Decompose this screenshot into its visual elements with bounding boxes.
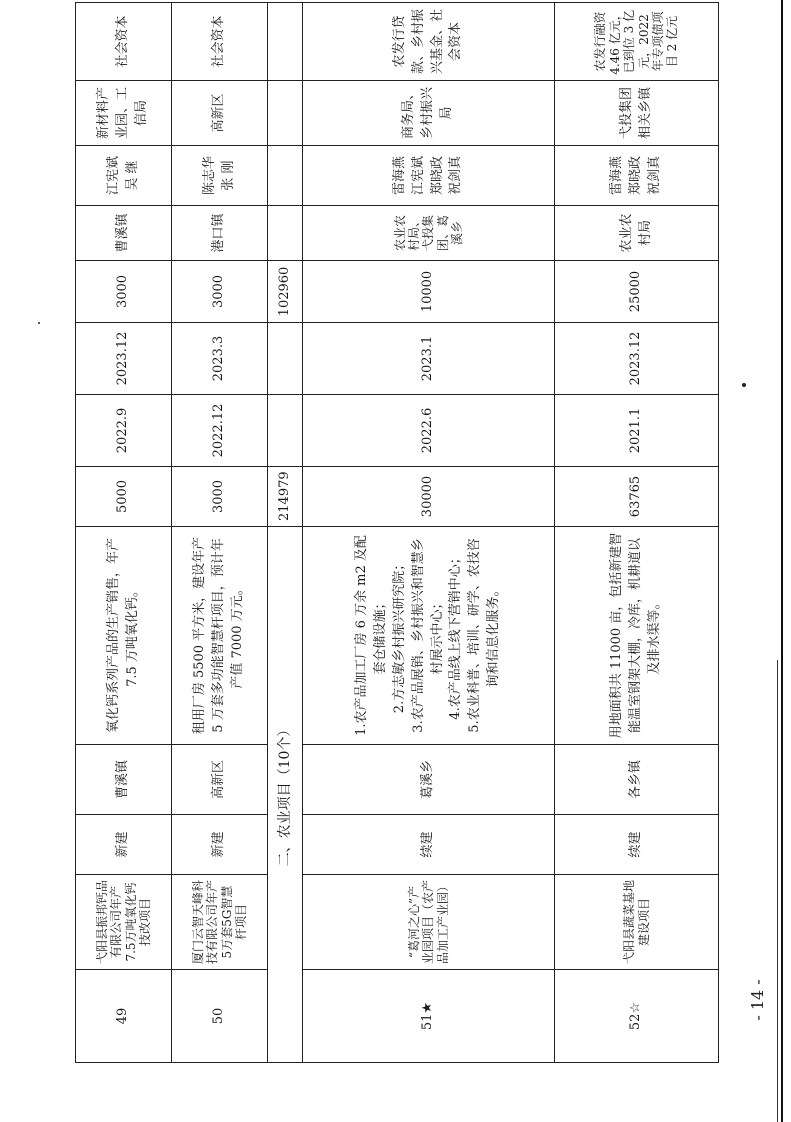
project-location: 曹溪镇: [76, 745, 172, 815]
construction-content: 1.农产品加工厂房 6 万余 m2 及配套仓储设施； 2.方志敏乡村振兴研究院； 3.农产品展销、乡村振兴和智慧乡村展示中心； 4.农产品线上线下营销中心； 5.农业科普、培训、研学、农技咨询和信息化服务。: [303, 527, 555, 745]
project-location: 葛溪乡: [303, 745, 555, 815]
project-number: 52☆: [555, 970, 719, 1063]
funding-source: 社会资本: [76, 3, 172, 81]
responsible-units: 高新区: [172, 81, 268, 146]
section-header-row: [268, 3, 303, 1063]
scan-border-line: [777, 660, 779, 1122]
township: 农业农村局、弋投集团、葛溪乡: [303, 206, 555, 261]
responsible-units: 弋投集团相关乡镇: [555, 81, 719, 146]
table-row: [555, 3, 719, 1063]
start-date: 2022.9: [76, 395, 172, 467]
start-date: 2021.1: [555, 395, 719, 467]
project-number: 51★: [303, 970, 555, 1063]
responsible-leaders: 雷海燕 郑晓政 祝剑真: [555, 146, 719, 206]
funding-source: 社会资本: [172, 3, 268, 81]
section-annual-investment: 102960: [268, 261, 303, 323]
project-name: “葛河之心”产业园项目（农产品加工产业园）: [303, 875, 555, 970]
project-name: 弋阳县蔬菜基地建设项目: [555, 875, 719, 970]
section-total-investment: 214979: [268, 467, 303, 527]
rotated-table-page: [75, 8, 718, 1063]
project-name: 厦门云智天峰科技有限公司年产5万套5G智慧杆项目: [172, 875, 268, 970]
end-date: 2023.12: [76, 323, 172, 395]
scan-speck: [742, 383, 746, 387]
total-investment: 63765: [555, 467, 719, 527]
project-name: 弋阳县振邦钙品有限公司年产 7.5万吨氧化钙技改项目: [76, 875, 172, 970]
end-date: 2023.12: [555, 323, 719, 395]
construction-type: 新建: [172, 815, 268, 875]
responsible-leaders: 雷海燕 江宪斌 郑晓政 祝剑真: [303, 146, 555, 206]
total-investment: 3000: [172, 467, 268, 527]
project-number: 50: [172, 970, 268, 1063]
construction-content: 氧化钙系列产品的生产销售，年产 7.5 万吨氧化钙。: [76, 527, 172, 745]
table-row: [76, 3, 172, 1063]
annual-investment: 10000: [303, 261, 555, 323]
scan-border-line: [781, 0, 783, 1122]
responsible-units: 商务局、乡村振兴局: [303, 81, 555, 146]
township: 曹溪镇: [76, 206, 172, 261]
construction-content: 用地面积共 11000 亩，包括新建智能温室钢架大棚，冷库，机耕道以及排水渠等。: [555, 527, 719, 745]
construction-content: 租用厂房 5500 平方米，建设年产 5 万套多功能智慧杆项目，预计年产值 7000 万元。: [172, 527, 268, 745]
page-number: - 14 -: [748, 979, 767, 1021]
total-investment: 5000: [76, 467, 172, 527]
funding-source: 农发行融资 4.46 亿元，已到位 3 亿元，2022 年专项债项目 2 亿元: [555, 3, 719, 81]
start-date: 2022.12: [172, 395, 268, 467]
project-table: [75, 2, 719, 1063]
project-number: 49: [76, 970, 172, 1063]
responsible-leaders: 陈志华 张 刚: [172, 146, 268, 206]
start-date: 2022.6: [303, 395, 555, 467]
annual-investment: 3000: [172, 261, 268, 323]
project-location: 高新区: [172, 745, 268, 815]
responsible-leaders: 江宪斌 吴 继: [76, 146, 172, 206]
township: 农业农村局: [555, 206, 719, 261]
end-date: 2023.3: [172, 323, 268, 395]
funding-source: 农发行贷款、乡村振兴基金、社会资本: [303, 3, 555, 81]
project-location: 各乡镇: [555, 745, 719, 815]
total-investment: 30000: [303, 467, 555, 527]
table-row: [303, 3, 555, 1063]
responsible-units: 新材料产业园、工信局: [76, 81, 172, 146]
end-date: 2023.1: [303, 323, 555, 395]
construction-type: 续建: [303, 815, 555, 875]
table-row: [172, 3, 268, 1063]
township: 港口镇: [172, 206, 268, 261]
construction-type: 新建: [76, 815, 172, 875]
annual-investment: 25000: [555, 261, 719, 323]
scan-speck: [38, 322, 40, 324]
annual-investment: 3000: [76, 261, 172, 323]
section-title: 二、农业项目（10个）: [268, 527, 303, 1063]
construction-type: 续建: [555, 815, 719, 875]
